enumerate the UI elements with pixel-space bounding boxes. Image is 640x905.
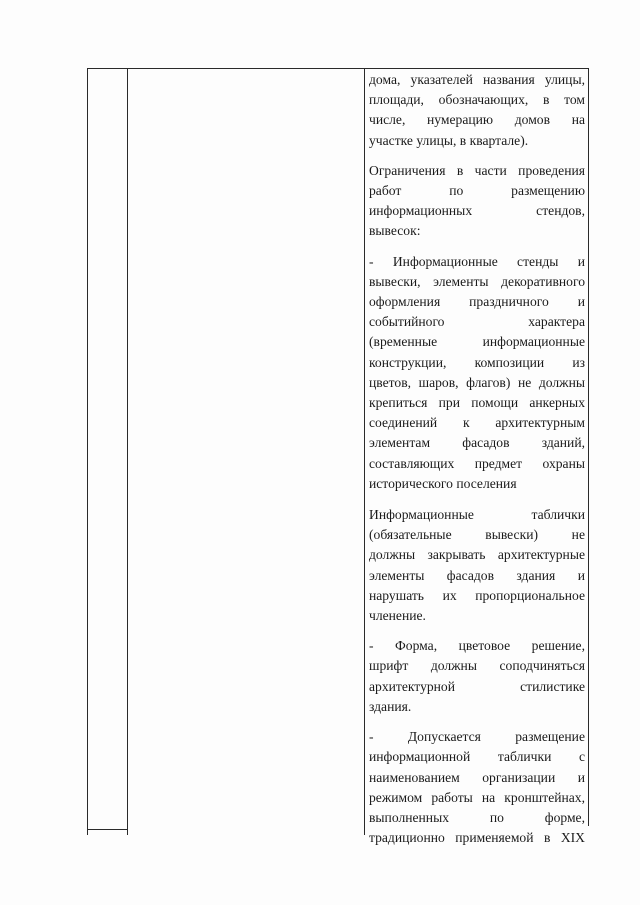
paragraph-form-color <box>369 636 585 717</box>
table-col-border-4 <box>588 68 589 826</box>
text-line: крепиться при помощи анкерных <box>369 395 585 411</box>
text-line: архитектурной стилистике <box>369 678 585 694</box>
text-line: - Информационные стенды и <box>369 253 585 269</box>
text-line: элементам фасадов зданий, <box>369 435 585 451</box>
text-line: - Форма, цветовое решение, <box>369 638 585 654</box>
table-col-border-3 <box>364 68 365 835</box>
paragraph-stands-and-signs <box>369 252 585 494</box>
text-line: - Допускается размещение <box>369 729 585 745</box>
paragraph-restrictions-heading <box>369 161 585 242</box>
text-line: Информационные таблички <box>369 507 585 523</box>
text-line: (обязательные вывески) не <box>369 527 585 543</box>
text-line: исторического поселения <box>369 475 517 491</box>
text-line: выполненных по форме, <box>369 809 585 825</box>
paragraph-address-signs <box>369 70 585 151</box>
text-line: цветов, шаров, флагов) не должны <box>369 374 585 390</box>
text-line: информационной таблички с <box>369 749 585 765</box>
text-line: составляющих предмет охраны <box>369 455 585 471</box>
text-line: вывесок: <box>369 223 421 239</box>
text-line: конструкции, композиции из <box>369 354 585 370</box>
text-line: дома, указателей названия улицы, <box>369 72 585 87</box>
text-line: оформления праздничного и <box>369 294 585 310</box>
text-line: наименованием организации и <box>369 769 585 785</box>
text-line: числе, нумерацию домов на <box>369 112 585 128</box>
text-line: традиционно применяемой в XIX <box>369 830 585 846</box>
text-line: шрифт должны соподчиняться <box>369 658 585 674</box>
text-line: режимом работы на кронштейнах, <box>369 789 585 805</box>
text-line: информационных стендов, <box>369 203 585 219</box>
table-bottom-border <box>87 829 127 830</box>
table-top-border <box>87 68 588 69</box>
paragraph-info-plates <box>369 505 585 626</box>
text-line: должны закрывать архитектурные <box>369 547 585 563</box>
text-line: нарушать их пропорциональное <box>369 587 585 603</box>
table-col-border-1 <box>87 68 88 835</box>
text-line: Ограничения в части проведения <box>369 162 585 178</box>
paragraph-brackets <box>369 727 585 848</box>
text-line: соединений к архитектурным <box>369 415 585 431</box>
table-col-border-2 <box>127 68 128 835</box>
text-line: событийного характера <box>369 314 585 330</box>
text-line: членение. <box>369 608 426 624</box>
text-line: вывески, элементы декоративного <box>369 273 585 289</box>
text-line: участке улицы, в квартале). <box>369 132 529 148</box>
text-line: площади, обозначающих, в том <box>369 92 585 108</box>
text-line: элементы фасадов здания и <box>369 567 585 583</box>
table-cell-restrictions <box>369 70 585 848</box>
text-line: здания. <box>369 698 412 714</box>
text-line: работ по размещению <box>369 183 585 199</box>
text-line: (временные информационные <box>369 334 585 350</box>
